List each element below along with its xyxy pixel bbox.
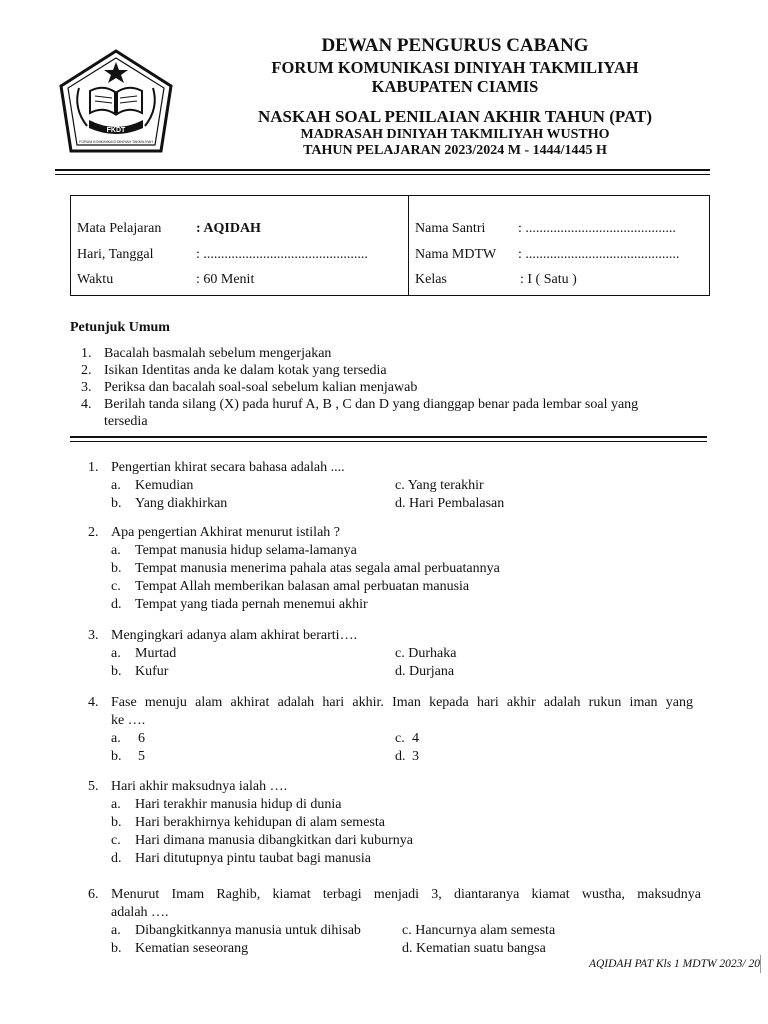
option-text[interactable]: Hari berakhirnya kehidupan di alam semesta — [135, 815, 385, 830]
instruction-number: 2. — [81, 363, 92, 378]
option-text[interactable]: Tempat Allah memberikan balasan amal perbuatan manusia — [135, 579, 470, 594]
option-text[interactable]: Tempat yang tiada pernah menemui akhir — [135, 597, 368, 612]
question-text: Menurut Imam Raghib, kiamat terbagi menjadi 3, diantaranya kiamat wustha, maksudnya — [111, 887, 701, 902]
student-name-field[interactable]: : ........................................... — [518, 221, 676, 236]
time-label: Waktu — [77, 272, 114, 287]
time-value: : 60 Menit — [196, 272, 255, 287]
question-text-continued: adalah …. — [111, 905, 169, 920]
option-letter[interactable]: d. — [111, 851, 122, 866]
question-text-continued: ke …. — [111, 713, 146, 728]
option-letter[interactable]: b. — [111, 561, 122, 576]
question-number: 2. — [88, 525, 99, 540]
option-label[interactable]: Hari Pembalasan — [409, 496, 505, 511]
option-letter[interactable]: d. — [111, 597, 122, 612]
option-label[interactable]: Durhaka — [408, 646, 457, 661]
header-divider-thick — [55, 169, 710, 171]
option-text[interactable]: Hari ditutupnya pintu taubat bagi manusia — [135, 851, 372, 866]
class-value: : I ( Satu ) — [520, 272, 577, 287]
option-letter[interactable]: b. — [111, 749, 122, 764]
option-letter[interactable]: a. — [111, 731, 121, 746]
option-text[interactable]: Tempat manusia menerima pahala atas segala amal perbuatannya — [135, 561, 500, 576]
header-line-5: MADRASAH DINIYAH TAKMILIYAH WUSTHO — [300, 127, 610, 142]
subject-value: : AQIDAH — [196, 221, 261, 236]
question-number: 4. — [88, 695, 99, 710]
option-letter[interactable]: b. — [111, 815, 122, 830]
footer-margin-line — [760, 955, 761, 973]
instruction-number: 4. — [81, 397, 92, 412]
question-number: 5. — [88, 779, 99, 794]
svg-text:FKDT: FKDT — [106, 127, 126, 134]
school-name-field[interactable]: : ............................................ — [518, 247, 680, 262]
option-letter[interactable]: b. — [111, 941, 122, 956]
header-line-4: NASKAH SOAL PENILAIAN AKHIR TAHUN (PAT) — [257, 107, 653, 126]
svg-text:FORUM KOMUNIKASI DINIYAH TAKMI: FORUM KOMUNIKASI DINIYAH TAKMILIYAH — [79, 140, 153, 144]
option-text[interactable] — [395, 477, 484, 494]
identity-box-separator — [408, 195, 409, 296]
option-text[interactable]: Murtad — [135, 646, 177, 661]
option-text[interactable]: Dibangkitkannya manusia untuk dihisab — [135, 923, 361, 938]
option-text[interactable] — [395, 495, 504, 512]
option-label[interactable]: Hancurnya alam semesta — [415, 923, 556, 938]
instruction-item: Bacalah basmalah sebelum mengerjakan — [104, 346, 332, 361]
option-letter[interactable]: a. — [111, 646, 121, 661]
option-letter[interactable]: a. — [111, 543, 121, 558]
option-label[interactable]: Kematian suatu bangsa — [416, 941, 546, 956]
option-letter[interactable]: c. — [395, 478, 405, 493]
option-letter[interactable]: d. — [395, 496, 406, 511]
option-text[interactable]: 3 — [412, 749, 419, 764]
option-label[interactable]: Durjana — [409, 664, 455, 679]
option-letter[interactable]: c. — [111, 579, 121, 594]
instruction-item: Periksa dan bacalah soal-soal sebelum kalian menjawab — [104, 380, 418, 395]
instruction-item-continued: tersedia — [104, 414, 148, 429]
option-letter[interactable]: c. — [111, 833, 121, 848]
header-divider-thin — [55, 174, 710, 175]
instructions-divider-thick — [70, 436, 707, 438]
instructions-divider-thin — [70, 441, 707, 442]
instruction-item: Isikan Identitas anda ke dalam kotak yang tersedia — [104, 363, 387, 378]
option-letter[interactable]: c. — [395, 731, 405, 746]
option-text[interactable]: Tempat manusia hidup selama-lamanya — [135, 543, 357, 558]
page-footer: AQIDAH PAT Kls 1 MDTW 2023/ 20 — [588, 958, 760, 970]
header-line-2: FORUM KOMUNIKASI DINIYAH TAKMILIYAH — [271, 58, 639, 77]
option-text[interactable]: 4 — [412, 731, 419, 746]
option-letter[interactable]: a. — [111, 923, 121, 938]
question-number: 3. — [88, 628, 99, 643]
option-text[interactable] — [395, 645, 456, 662]
option-text[interactable]: 5 — [138, 749, 145, 764]
instruction-item: Berilah tanda silang (X) pada huruf A, B , C dan D yang dianggap benar pada lembar soal yang — [104, 397, 639, 412]
option-letter[interactable]: d. — [395, 664, 406, 679]
option-text[interactable]: Hari terakhir manusia hidup di dunia — [135, 797, 342, 812]
option-text[interactable]: Hari dimana manusia dibangkitkan dari kuburnya — [135, 833, 413, 848]
school-name-label: Nama MDTW — [415, 247, 497, 262]
date-label: Hari, Tanggal — [77, 247, 154, 262]
question-number: 6. — [88, 887, 99, 902]
option-text[interactable]: Kufur — [135, 664, 169, 679]
option-text[interactable]: Kemudian — [135, 478, 194, 493]
question-text: Pengertian khirat secara bahasa adalah .... — [111, 460, 345, 475]
student-name-label: Nama Santri — [415, 221, 486, 236]
option-text[interactable] — [395, 663, 454, 680]
option-letter[interactable]: a. — [111, 797, 121, 812]
question-text: Hari akhir maksudnya ialah …. — [111, 779, 288, 794]
option-label[interactable]: Yang terakhir — [407, 478, 484, 493]
header-line-1: DEWAN PENGURUS CABANG — [321, 35, 589, 56]
option-letter[interactable]: d. — [402, 941, 413, 956]
question-number: 1. — [88, 460, 99, 475]
option-text[interactable]: 6 — [138, 731, 145, 746]
option-letter[interactable]: b. — [111, 496, 122, 511]
option-text[interactable]: Yang diakhirkan — [135, 496, 228, 511]
date-field[interactable]: : ............................................... — [196, 247, 368, 262]
option-letter[interactable]: c. — [395, 646, 405, 661]
fkdt-logo — [57, 48, 175, 154]
instruction-number: 1. — [81, 346, 92, 361]
option-letter[interactable]: c. — [402, 923, 412, 938]
question-text: Mengingkari adanya alam akhirat berarti…. — [111, 628, 358, 643]
option-text[interactable] — [402, 922, 555, 939]
subject-label: Mata Pelajaran — [77, 221, 162, 236]
instruction-number: 3. — [81, 380, 92, 395]
option-letter[interactable]: a. — [111, 478, 121, 493]
question-text: Apa pengertian Akhirat menurut istilah ? — [111, 525, 340, 540]
header-line-3: KABUPATEN CIAMIS — [371, 77, 539, 96]
option-letter[interactable]: b. — [111, 664, 122, 679]
class-label: Kelas — [415, 272, 447, 287]
question-text: Fase menuju alam akhirat adalah hari akhir. Iman kepada hari akhir adalah rukun iman yang — [111, 695, 693, 710]
option-text[interactable]: Kematian seseorang — [135, 941, 249, 956]
header-line-6: TAHUN PELAJARAN 2023/2024 M - 1444/1445 H — [303, 143, 607, 158]
option-text[interactable] — [402, 940, 546, 957]
instructions-title: Petunjuk Umum — [70, 320, 170, 335]
option-letter[interactable]: d. — [395, 749, 406, 764]
